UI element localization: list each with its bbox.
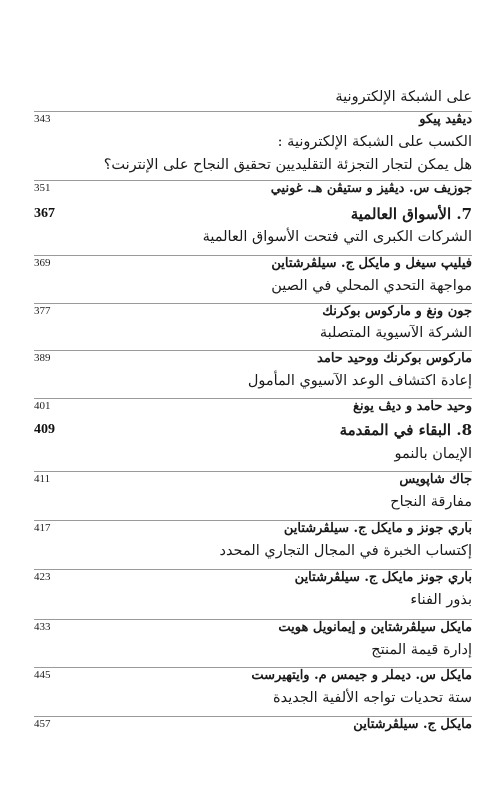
entry-author: باري جونز مايكل ج. سيلڤرشتاين	[294, 569, 472, 585]
page-number: 423	[34, 571, 51, 583]
entry-title: بذور الفناء	[410, 592, 472, 608]
entry-title: الكسب على الشبكة الإلكترونية :	[277, 134, 472, 150]
toc-entry-author	[34, 616, 472, 638]
toc-entry-author	[34, 108, 472, 130]
entry-author: مايكل ج. سيلڤرشتاين	[353, 716, 472, 732]
entry-title: مفارقة النجاح	[390, 494, 472, 510]
chapter-title: 7. الأسواق العالمية	[350, 205, 472, 223]
page-number: 351	[34, 182, 51, 194]
page-number: 401	[34, 400, 51, 412]
page-number: 457	[34, 718, 51, 730]
toc-entry-title	[34, 589, 472, 611]
entry-author: فيليپ سيغل و مايكل ج. سيلڤرشتاين	[271, 255, 472, 271]
toc-entry-title	[34, 226, 472, 248]
toc-entry-title	[34, 687, 472, 709]
entry-author: جاك شاپويس	[399, 471, 472, 487]
entry-author: ماركوس بوكرنك ووحيد حامد	[317, 350, 472, 366]
entry-title: إعادة اكتشاف الوعد الآسيوي المأمول	[247, 373, 472, 389]
toc-entry-title	[34, 86, 472, 108]
toc-chapter-heading	[34, 419, 472, 441]
toc-entry-author	[34, 177, 472, 199]
entry-author: باري جونز و مايكل ج. سيلڤرشتاين	[283, 520, 472, 536]
page-number: 369	[34, 257, 51, 269]
page-number: 343	[34, 113, 51, 125]
entry-title: إكتساب الخبرة في المجال التجاري المحدد	[219, 543, 472, 559]
toc-entry-title	[34, 491, 472, 513]
page-number: 389	[34, 352, 51, 364]
entry-author: جوزيف س. ديڤيز و ستيڤن هـ. غونيي	[270, 180, 472, 196]
entry-author: جون ونغ و ماركوس بوكرنك	[322, 303, 472, 319]
entry-title: ستة تحديات تواجه الألفية الجديدة	[273, 690, 472, 706]
entry-author: ديڤيد پيكو	[419, 111, 472, 127]
page-number: 409	[34, 422, 55, 437]
toc-entry-author	[34, 347, 472, 369]
entry-title: الشركات الكبرى التي فتحت الأسواق العالمية	[202, 229, 472, 245]
page-number: 417	[34, 522, 51, 534]
toc-entry-title	[34, 275, 472, 297]
entry-title: على الشبكة الإلكترونية	[335, 89, 472, 105]
page-number: 411	[34, 473, 51, 485]
toc-entry-title	[34, 370, 472, 392]
entry-author: مايكل سيلڤرشتاين و إيمانويل هويت	[278, 619, 472, 635]
toc-entry-title	[34, 443, 472, 465]
toc-entry-author	[34, 252, 472, 274]
entry-title: إدارة قيمة المنتج	[371, 642, 472, 658]
entry-title: هل يمكن لتجار التجزئة التقليديين تحقيق النجاح على الإنترنت؟	[103, 157, 472, 173]
toc-entry-author	[34, 713, 472, 735]
toc-entry-author	[34, 395, 472, 417]
toc-entry-title	[34, 131, 472, 153]
toc-entry-author	[34, 517, 472, 539]
page-number: 367	[34, 206, 55, 221]
toc-page	[34, 0, 472, 801]
toc-entry-author	[34, 566, 472, 588]
toc-entry-author	[34, 300, 472, 322]
toc-entry-title	[34, 322, 472, 344]
entry-title: مواجهة التحدي المحلي في الصين	[271, 278, 472, 294]
entry-title: الإيمان بالنمو	[394, 446, 472, 462]
toc-entry-title	[34, 540, 472, 562]
page-number: 377	[34, 305, 51, 317]
toc-entry-title	[34, 639, 472, 661]
toc-entry-title	[34, 154, 472, 176]
page-number: 433	[34, 621, 51, 633]
toc-entry-author	[34, 468, 472, 490]
chapter-title: 8. البقاء في المقدمة	[339, 421, 472, 439]
entry-title: الشركة الآسيوية المتصلبة	[319, 325, 472, 341]
toc-chapter-heading	[34, 203, 472, 225]
entry-author: مايكل س. ديملر و جيمس م. وايتهيرست	[251, 667, 472, 683]
page-number: 445	[34, 669, 51, 681]
toc-entry-author	[34, 664, 472, 686]
entry-author: وحيد حامد و ديڤ يونغ	[353, 398, 472, 414]
